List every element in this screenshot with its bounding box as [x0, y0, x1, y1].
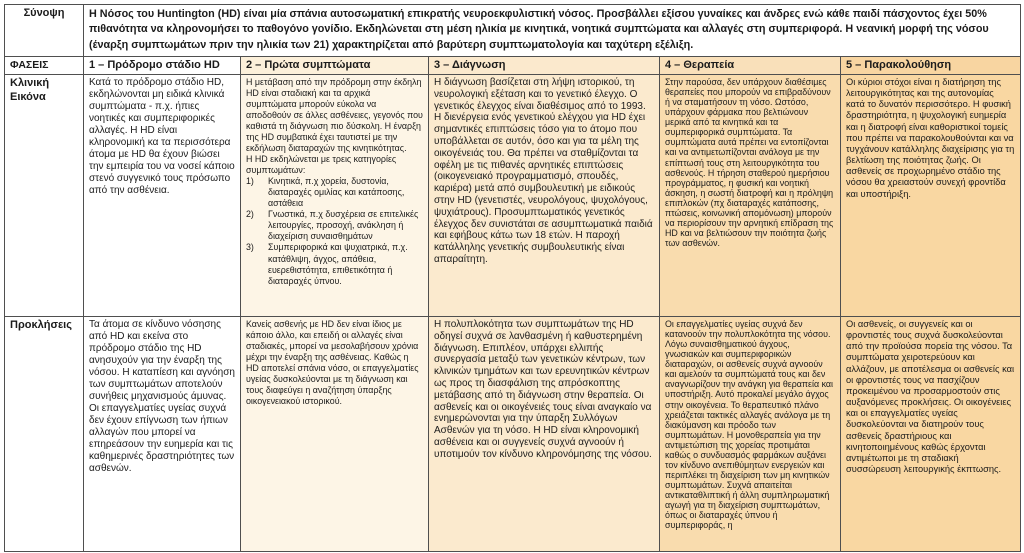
list-item-text: Συμπεριφορικά και ψυχιατρικά, π.χ. κατάθλιψη, άγχος, απάθεια, ευερεθιστότητα, επιθετικότητα ή διαταραχές ύπνου.	[268, 242, 408, 286]
phase-header-treatment: 4 – Θεραπεία	[660, 57, 841, 75]
clinical-row-label: Κλινική Εικόνα	[5, 75, 84, 317]
hd-disease-phases-table	[4, 4, 1021, 552]
phases-header-row	[5, 57, 1021, 75]
list-item-number: 2)	[246, 209, 254, 220]
summary-row-label: Σύνοψη	[5, 5, 84, 57]
list-item-number: 3)	[246, 242, 254, 253]
challenges-cell-treatment	[660, 317, 841, 552]
challenges-cell-first-symptoms	[241, 317, 429, 552]
challenges-treatment-text: Οι επαγγελματίες υγείας συχνά δεν κατανοούν την πολυπλοκότητα της νόσου. Λόγω συναισθηματικού άγχους, γνωσιακών και συμπεριφορικών διαταραχών, οι ασθενείς συχνά αγνοούν και αμελούν τα συμπτώματά τους και δεν αναγνωρίζουν την ανάγκη για θεραπεία και υποστήριξη. Αυτό προκαλεί μεγάλο άγχος στην οικογένεια. Το θεραπευτικό πλάνο χρειάζεται τακτικές αλλαγές ανάλογα με τη διακύμανση και πρόοδο των συμπτωμάτων. Η μονοθεραπεία για την αντιμετώπιση της χορείας προτιμάται καθώς ο συνδυασμός φαρμάκων αυξάνει τον κίνδυνο ανεπιθύμητων ενεργειών και περιπλέκει τη διαχείριση των μη κινητικών συμπτωμάτων. Συχνά απαιτείται αντικαταθλιπτική ή άλλη συμπληρωματική αγωγή για τη διαχείριση συμπτωμάτων, όπως οι διαταραχές ύπνου ή συμπεριφοράς, η	[665, 319, 834, 531]
clinical-picture-row	[5, 75, 1021, 317]
phase-header-first-symptoms: 2 – Πρώτα συμπτώματα	[241, 57, 429, 75]
clinical-cell-prodromal: Κατά το πρόδρομο στάδιο HD, εκδηλώνονται μη ειδικά κλινικά συμπτώματα - π.χ. ήπιες νοητικές και συμπεριφορικές αλλαγές. Η HD είναι κληρονομική κα τα περισσότερα άτομα με HD θα έχουν βιώσει την εμπειρία του να νοσεί κάποιο στενό συγγενικό τους πρόσωπο από την ασθένεια.	[84, 75, 241, 317]
summary-row	[5, 5, 1021, 57]
clinical-cell-treatment: Στην παρούσα, δεν υπάρχουν διαθέσιμες θεραπείες που μπορούν να επιβραδύνουν ή να σταματήσουν τη νόσο. Ωστόσο, υπάρχουν φάρμακα που βελτιώνουν μερικά από τα κινητικά και τα συμπεριφορικά συμπτώματα. Τα συμπτώματα αυτά πρέπει να εντοπίζονται και να αντιμετωπίζονται ανάλογα με την επίπτωσή τους στη λειτουργικότητα του ασθενούς. Η τήρηση σταθερού ημερήσιου προγράμματος, η φυσική και νοητική άσκηση, η σωστή διατροφή και η πρόληψη επιπλοκών (πχ διαταραχές κατάποσης, πτώσεις, κοινωνική απομόνωση) μπορούν να περιορίσουν την αρνητική επίδραση της HD και να βελτιώσουν την ποιότητα ζωής των ασθενών.	[660, 75, 841, 317]
clinical-cell-first-symptoms	[241, 75, 429, 317]
symptom-category-item	[246, 176, 423, 209]
challenges-monitoring-text: Οι ασθενείς, οι συγγενείς και οι φροντιστές τους συχνά δυσκολεύονται από την προϊούσα πορεία της νόσου. Τα συμπτώματα χειροτερεύουν και αλλάζουν, με αποτέλεσμα οι ασθενείς και οι φροντιστές τους να πασχίζουν προκειμένου να προσαρμοστούν στις αυξανόμενες προκλήσεις. Οι οικογένειες και οι επαγγελματίες υγείας δυσκολεύονται να διατηρούν τους ασθενείς δραστήριους και κινητοποιημένους καθώς έρχονται αντιμέτωποι με τη σταδιακή συσσώρευση λειτουργικής έκπτωσης.	[846, 319, 1015, 475]
challenges-first-symptoms-text: Κανείς ασθενής με HD δεν είναι ίδιος με κάποιο άλλο, και επειδή οι αλλαγές είναι σταδιακές, μπορεί να μεσολαβήσουν χρόνια μέχρι την έναρξη της ασθένειας. Καθώς η HD αποτελεί σπάνια νόσο, οι επαγγελματίες υγείας δυσκολεύονται με τη διάγνωση και τους διαφεύγει η αναζήτηση ύπαρξης οικογενειακού ιστορικού.	[246, 319, 419, 407]
phase-header-diagnosis: 3 – Διάγνωση	[429, 57, 660, 75]
list-item-number: 1)	[246, 176, 254, 187]
list-item-text: Κινητικά, π.χ χορεία, δυστονία, διαταραχές ομιλίας και κατάποσης, αστάθεια	[268, 176, 405, 209]
summary-text: Η Νόσος του Huntington (HD) είναι μία σπάνια αυτοσωματική επικρατής νευροεκφυλιστική νόσος. Προσβάλλει εξίσου γυναίκες και άνδρες ενώ κάθε παιδί πάσχοντος έχει 50% πιθανότητα να κληρονομήσει το παθογόνο γονίδιο. Εκδηλώνεται στη μέση ηλικία με κινητικά, νοητικά συμπτώματα και αλλαγές στη συμπεριφορά. Η νεανική μορφή της νόσου (έναρξη συμπτωμάτων πριν την ηλικία των 21) χαρακτηρίζεται από βαρύτερη συμπτωματολογία και ταχύτερη εξέλιξη.	[84, 5, 1021, 57]
clinical-cell-monitoring: Οι κύριοι στόχοι είναι η διατήρηση της λειτουργικότητας και της αυτονομίας κατά το δυνατόν περισσότερο. Η φυσική δραστηριότητα, η ψυχολογική ευημερία και η διατροφή είναι καθοριστικοί τομείς που πρέπει να παρακολουθούνται και να τυγχάνουν κατάλληλης διαχείρισης για τη βελτίωση της ποιότητας ζωής. Οι ασθενείς σε προχωρημένο στάδιο της νόσου θα χρειαστούν συνεχή φροντίδα και υποστήριξη.	[841, 75, 1021, 317]
challenges-row	[5, 317, 1021, 552]
challenges-row-label: Προκλήσεις	[5, 317, 84, 552]
challenges-cell-diagnosis	[429, 317, 660, 552]
phases-row-label: ΦΑΣΕΙΣ	[5, 57, 84, 75]
symptom-category-item	[246, 209, 423, 242]
phase-header-prodromal: 1 – Πρόδρομο στάδιο HD	[84, 57, 241, 75]
phase-header-monitoring: 5 – Παρακολούθηση	[841, 57, 1021, 75]
clinical-cell-diagnosis: Η διάγνωση βασίζεται στη λήψη ιστορικού, τη νευρολογική εξέταση και το γενετικό έλεγχο. Ο γενετικός έλεγχος είναι διαθέσιμος από το 1993. Η διενέργεια ενός γενετικού ελέγχου για HD έχει σημαντικές επιπτώσεις τόσο για το άτομο που υποβάλλεται σε αυτόν, όσο και για τα μέλη της οικογένειάς του. Θα πρέπει να σταθμίζονται τα οφέλη με τις πιθανές αρνητικές επιπτώσεις (οικογενειακό προγραμματισμό, σπουδές, καριέρα) μετά από συμβουλευτική με ειδικούς στην HD (γενετιστές, νευρολόγους, ψυχολόγους, ψυχιάτρους). Προσυμπτωματικός γενετικός έλεγχος δεν συνιστάται σε ασυμπτωματικά παιδιά και εφήβους κάτω των 18 ετών. Η παροχή κατάλληλης γενετικής συμβουλευτικής είναι απαραίτητη.	[429, 75, 660, 317]
symptom-category-item	[246, 242, 423, 286]
list-item-text: Γνωστικά, π.χ δυσχέρεια σε επιτελικές λειτουργίες, προσοχή, ανάκληση ή διαχείριση συναισθημάτων	[268, 209, 419, 242]
challenges-prodromal-text: Τα άτομα σε κίνδυνο νόσησης από HD και εκείνα στο πρόδρομο στάδιο της HD ανησυχούν για την έναρξη της νόσου. Η καταπίεση και αγνόηση των συμπτωμάτων αποτελούν συνήθεις μηχανισμούς άμυνας. Οι επαγγελματίες υγείας συχνά δεν έχουν επίγνωση των ήπιων αλλαγών που μπορεί να επηρεάσουν την ευημερία και τις καθημερινές δραστηριότητες των ασθενών.	[89, 319, 235, 474]
challenges-diagnosis-text: Η πολυπλοκότητα των συμπτωμάτων της HD οδηγεί συχνά σε λανθασμένη ή καθυστερημένη διάγνωση. Επιπλέον, υπάρχει ελλιπής συνεργασία μεταξύ των γενετικών κέντρων, των κλινικών τμημάτων και των ερευνητικών κέντρων ως προς τη διασφάλιση της απρόσκοπτης μετάβασης από τη διάγνωση στην θεραπεία. Οι ασθενείς και οι οικογένειές τους είναι αναγκαίο να ενημερώνονται για την ύπαρξη Συλλόγων Ασθενών για τη νόσο. Η HD είναι κληρονομική ασθένεια και οι συγγενείς συχνά αγνοούν ή υποτιμούν τον κίνδυνο κληρονόμησης της νόσου.	[434, 319, 652, 460]
challenges-cell-prodromal	[84, 317, 241, 552]
clinical-symptom-categories-label: Η HD εκδηλώνεται με τρεις κατηγορίες συμπτωμάτων:	[246, 154, 397, 176]
clinical-first-symptoms-intro: Η μετάβαση από την πρόδρομη στην έκδηλη HD είναι σταδιακή και τα αρχικά συμπτώματα μπορούν εύκολα να αποδοθούν σε άλλες ασθένειες, γεγονός που καθιστά τη διάγνωση πιο δύσκολη. Η έναρξη της HD συμβατικά έχει ταυτιστεί με την εκδήλωση διαταραχών της κινητικότητας.	[246, 77, 423, 154]
challenges-cell-monitoring	[841, 317, 1021, 552]
